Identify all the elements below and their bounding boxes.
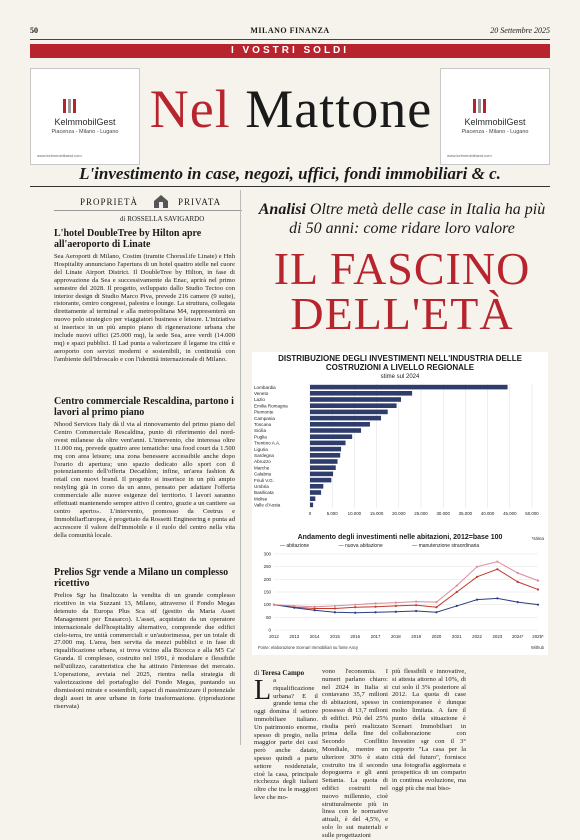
data-point	[496, 568, 498, 570]
line-chart-legend	[280, 543, 507, 549]
bar-label: Trentino A.A.	[254, 440, 281, 446]
x-tick-label: 5.000	[326, 511, 338, 516]
data-point	[395, 611, 397, 613]
bar-chart-subtitle: stime sul 2024	[380, 374, 420, 380]
bar	[310, 453, 340, 458]
subtitle-rule	[30, 186, 550, 187]
data-point	[476, 566, 478, 568]
bar	[310, 434, 352, 439]
bar	[310, 416, 381, 421]
data-point	[334, 605, 336, 607]
page-header	[30, 24, 550, 38]
bar	[310, 472, 333, 477]
x-tick-label: 2015	[330, 634, 340, 639]
data-point	[415, 604, 417, 606]
column-title-left: PROPRIETÀ	[80, 197, 139, 207]
bar	[310, 503, 313, 508]
body-col-2: vono l'economia. I numeri parlano chiaro: nel 2024 in Italia si contavano 35,7 milioni di abitazioni, spesso in possesso di 13,7 milioni di edifici. Più del 25% risulta però realizzato prima della fine del Secondo Conflitto Mondiale, mentre un ulteriore 30% è stato costruito tra il secondo dopoguerra e gli anni Settanta. La quota di edifici costruiti nel nuovo millennio, cioè strutturalmente più in linea con le normative attuali, è del 4,5%, e solo lo sui materiali e sulle progettazioni	[322, 668, 388, 839]
ad-cities: Piacenza - Milano - Lugano	[51, 129, 119, 135]
issue-date: 20 Settembre 2025	[490, 26, 550, 35]
x-tick-label: 45.000	[503, 511, 517, 516]
bar-label: Toscana	[254, 422, 272, 427]
x-tick-label: 15.000	[369, 511, 384, 516]
ad-left[interactable]	[30, 68, 140, 165]
news-article-1	[54, 228, 235, 364]
data-point	[314, 609, 316, 611]
y-tick-label: 50	[266, 614, 271, 620]
news-article-2	[54, 396, 235, 540]
data-point	[374, 602, 376, 604]
x-tick-label: 2016	[350, 634, 361, 639]
data-point	[435, 601, 437, 603]
x-tick-label: 10.000	[347, 511, 362, 516]
x-tick-label: 2013	[289, 634, 300, 639]
data-point	[435, 611, 437, 613]
x-tick-label: 2014	[309, 634, 320, 639]
ad-brand: KelmmobilGest	[464, 117, 526, 127]
article-body: Prelios Sgr ha finalizzato la vendita di un grande complesso ricettivo in via Suzzani 13, Milano, attraverso il Fondo Megas detenuto da Europa Plus Sca sif (gestito da Maria Asset Management per Enasarco). L'asset, acquistato da un operatore internazionale dell'hospitality alternativo, comprende due edifici cielo-terra, tre unità commerciali e un'autorimessa, per un totale di 27.000 mq. L'area, ben servita da mezzi pubblici e in fase di riqualificazione urbana, si trova vicino alla Bicocca e alla M5 Ca' Granda. Il complesso, costruito nel 1991, è modulare e flessibile nell'utilizzo, caratteristica che ha attirato l'interesse dei mercato. L'operazione, avviata nel 2025, rientra nella strategia di valorizzazione del portafoglio del Fondo Megas, puntando su dismissioni mirate e sostenibili, capaci di massimizzare il potenziale degli asset in aree urbane in forte trasformazione. (riproduzione riservata)	[54, 592, 235, 710]
data-point	[537, 604, 539, 606]
kicker	[252, 200, 552, 238]
y-tick-label: 0	[268, 627, 271, 633]
header-rule	[30, 39, 550, 40]
data-point	[334, 611, 336, 613]
headline: IL FASCINO DELL'ETÀ	[273, 243, 531, 339]
bar	[310, 422, 370, 427]
ad-url: www.kelmmobiliaest.com	[37, 153, 82, 158]
bar-label: Veneto	[254, 391, 269, 396]
bar-label: Liguria	[254, 446, 268, 452]
column-rule	[54, 210, 242, 211]
legend-abitazione: — abitazione	[280, 543, 310, 549]
data-point	[517, 601, 519, 603]
bar-label: Lazio	[254, 397, 265, 403]
publication-name: MILANO FINANZA	[250, 26, 330, 35]
body-col-1: La riqualificazione urbana? E il grande tema che oggi domina il settore immobiliare italiano. Un patrimonio enorme, spesso di pregio, nella maggior parte dei casi però anche datato, spesso quindi a parte settore residenziale, cioè la casa, principale ricchezza degli italiani oltre che tra le maggiori leve che mo-	[254, 675, 318, 801]
bar	[310, 428, 361, 433]
bar-label: Sardegna	[254, 453, 274, 458]
bar	[310, 465, 336, 470]
column-divider	[240, 190, 241, 745]
x-tick-label: 50.000	[525, 511, 539, 516]
ad-cities: Piacenza - Milano - Lugano	[461, 129, 529, 135]
bar	[310, 496, 315, 501]
data-point	[456, 585, 458, 587]
masthead	[146, 80, 436, 138]
data-point	[456, 591, 458, 593]
article-title: Prelios Sgr vende a Milano un complesso ricettivo	[54, 567, 229, 589]
masthead-part1: Nel	[149, 79, 231, 139]
article-title: Centro commerciale Rescaldina, partono i lavori al primo piano	[54, 396, 234, 418]
x-tick-label: 35.000	[458, 511, 473, 516]
data-point	[395, 605, 397, 607]
ad-right[interactable]	[440, 68, 550, 165]
bar	[310, 410, 388, 415]
ad-url: www.kelmmobiliaest.com	[447, 153, 492, 158]
data-point	[537, 588, 539, 590]
data-point	[496, 561, 498, 563]
bar-label: Piemonte	[254, 409, 274, 415]
data-point	[476, 576, 478, 578]
data-point	[395, 602, 397, 604]
brand-logo-icon	[63, 99, 77, 113]
x-tick-label: 2018	[390, 634, 401, 639]
bar	[310, 441, 346, 446]
x-tick-label: 2024*	[511, 634, 524, 639]
data-point	[456, 605, 458, 607]
y-tick-label: 250	[263, 564, 271, 570]
x-tick-label: 2019	[411, 634, 422, 639]
bar	[310, 447, 341, 452]
bar-label: Campania	[254, 415, 275, 421]
data-point	[537, 580, 539, 582]
data-point	[496, 597, 498, 599]
kicker-label: Analisi	[258, 201, 306, 218]
chart-credit: Withub	[530, 645, 544, 650]
data-point	[314, 606, 316, 608]
bar	[310, 385, 508, 390]
x-tick-label: 2021	[451, 634, 462, 639]
y-tick-label: 300	[263, 551, 271, 557]
byline-name: Teresa Campo	[261, 669, 305, 677]
x-tick-label: 2017	[370, 634, 381, 639]
line-chart-note: *stima	[531, 536, 544, 541]
x-tick-label: 2020	[431, 634, 442, 639]
data-point	[476, 599, 478, 601]
bar-label: Valle d'Aosta	[254, 502, 281, 508]
x-tick-label: 2025*	[532, 634, 544, 639]
bar-label: Friuli V.G.	[254, 477, 274, 483]
bar-label: Lombardia	[254, 384, 276, 390]
brand-logo-icon	[473, 99, 487, 113]
data-point	[293, 605, 295, 607]
bar-label: Puglia	[254, 434, 267, 440]
line-chart	[252, 550, 548, 645]
bar-label: Abruzzo	[254, 459, 271, 465]
bar-label: Molise	[254, 496, 268, 502]
kicker-text: Oltre metà delle case in Italia ha più di 50 anni: come ridare loro valore	[289, 201, 546, 237]
bar	[310, 484, 323, 489]
data-point	[354, 606, 356, 608]
column-author: di ROSSELLA SAVIGARDO	[120, 215, 205, 223]
article-body: Sea Aeroporti di Milano, Costim (tramite Chorusl.ife Linate) e Hnh Hospitality annunciano l'apertura di un hotel quattro stelle nel cuore del Linate Airport District. Il DoubleTree by Hilton, in fase di approvazione da Sea e successivamente da Enac, aprirà nel primo semestre del 2028. Il progetto, sviluppato dallo Studio Tectoo con interior design di Studio Marco Piva, prevede 216 camere (9 suite), ristorante, centro congressi, palestra e lounge. La struttura, collegata direttamente al terminal e alla metropolitana M4, rappresenterà un nuovo polo strategico per viaggiatori business e leisure. L'iniziativa si inserisce in un più ampio piano di rigenerazione urbana che include nuovi uffici (25.000 mq), la sede Sea, aree verdi (14.000 mq) e spazi pubblici. Il Lad punta a valorizzare il legame tra città e aeroporto con servizi moderni e sostenibili, in continuità con l'ambiente dell'Idroscalo e con l'identità internazionale di Milano.	[54, 253, 235, 363]
x-tick-label: 2022	[472, 634, 482, 639]
article-title: L'hotel DoubleTree by Hilton apre all'aeroporto di Linate	[54, 228, 202, 250]
legend-manutenzione: — manutenzione straordinaria	[412, 543, 480, 549]
bar-label: Marche	[254, 465, 270, 471]
section-banner: I VOSTRI SOLDI	[30, 44, 550, 58]
news-article-3	[54, 567, 235, 711]
column-title-right: PRIVATA	[178, 197, 222, 207]
chart-source: Fonte: elaborazione Scenari Immobiliari su fonte Ancy	[258, 645, 359, 650]
body-col-3: più flessibili e innovative, si attesta attorno al 10%, di cui solo il 3% posteriore al 2012. La quota di case contemporanee è dunque molto limitata. A fare il punto della situazione è Scenari Immobiliari in collaborazione con Investire sgr con il 3° rapporto "La casa per la città del futuro", fornisce una fotografia aggiornata e prospettica di un comparto in continua evoluzione, ma oggi più che mai biso-	[392, 668, 466, 792]
data-point	[354, 612, 356, 614]
data-point	[415, 610, 417, 612]
bar-label: Calabria	[254, 471, 272, 477]
bar-chart-title: DISTRIBUZIONE DEGLI INVESTIMENTI NELL'INDUSTRIA DELLE COSTRUZIONI A LIVELLO REGIONALE	[278, 354, 522, 372]
page-number: 50	[30, 26, 38, 35]
x-tick-label: 30.000	[436, 511, 450, 516]
x-tick-label: 25.000	[414, 511, 428, 516]
data-point	[374, 611, 376, 613]
data-point	[517, 581, 519, 583]
masthead-subtitle: L'investimento in case, negozi, uffici, fondi immobiliari & c.	[79, 164, 501, 183]
x-tick-label: 2023	[492, 634, 503, 639]
y-tick-label: 150	[263, 589, 271, 595]
drop-cap: L	[254, 675, 272, 706]
legend-nuova: — nuova abitazione	[338, 543, 383, 549]
ad-brand: KelmmobilGest	[54, 117, 116, 127]
byline: di Teresa Campo	[254, 669, 305, 677]
bar	[310, 459, 338, 464]
bar-chart	[252, 382, 548, 532]
line-chart-title: Andamento degli investimenti nelle abitazioni, 2012=base 100	[297, 534, 503, 541]
data-point	[415, 601, 417, 603]
article-body: Nhood Services Italy dà il via al rinnovamento del primo piano del Centro Commerciale Rescaldina, punto di riferimento del nord-ovest milanese da oltre vent'anni. L'intervento, che interessa oltre 11.000 mq, prevede quattro aree tematiche: una food court da 1.500 mq con area leisure; una zona benessere accessibile anche dopo l'orario di apertura; uno spazio dedicato allo sport con il potenziamento dell'offerta Decathlon; infine, un'area fashion & retail con nuovi brand. Il progetto si inserisce in un più ampio restyling già in corso da un anno, pensato per adattare l'offerta commerciale alle nuove esigenze del territorio. I lavori saranno effettuati mantenendo sempre attivo il centro, grazie a un cantiere «a centro aperto». L'intervento, promosso da Ceetrus e ImmobiliarEuropea, è progettato da Rossetti Engineering e punta ad accrescere il valore dell'immobile e il ruolo del centro nella vita della comunità locale.	[54, 421, 235, 539]
y-tick-label: 200	[263, 576, 271, 582]
data-point	[374, 606, 376, 608]
bar-label: Umbria	[254, 484, 269, 489]
x-tick-label: 0	[308, 511, 312, 516]
chart-panel	[252, 352, 548, 655]
data-point	[435, 606, 437, 608]
house-icon	[152, 193, 170, 209]
masthead-part2: Mattone	[245, 79, 433, 139]
bar-label: Sicilia	[254, 428, 266, 434]
x-tick-label: 40.000	[480, 511, 495, 516]
data-point	[273, 604, 275, 606]
bar	[310, 391, 412, 396]
bar-label: Basilicata	[254, 490, 274, 496]
series-line	[274, 562, 538, 607]
y-tick-label: 100	[263, 602, 271, 608]
bar-label: Emilia Romagna	[254, 403, 288, 409]
data-point	[517, 572, 519, 574]
bar	[310, 403, 397, 408]
bar	[310, 490, 321, 495]
data-point	[334, 607, 336, 609]
bar	[310, 397, 401, 402]
x-tick-label: 20.000	[392, 511, 406, 516]
x-tick-label: 2012	[269, 634, 279, 639]
bar	[310, 478, 331, 483]
data-point	[354, 604, 356, 606]
